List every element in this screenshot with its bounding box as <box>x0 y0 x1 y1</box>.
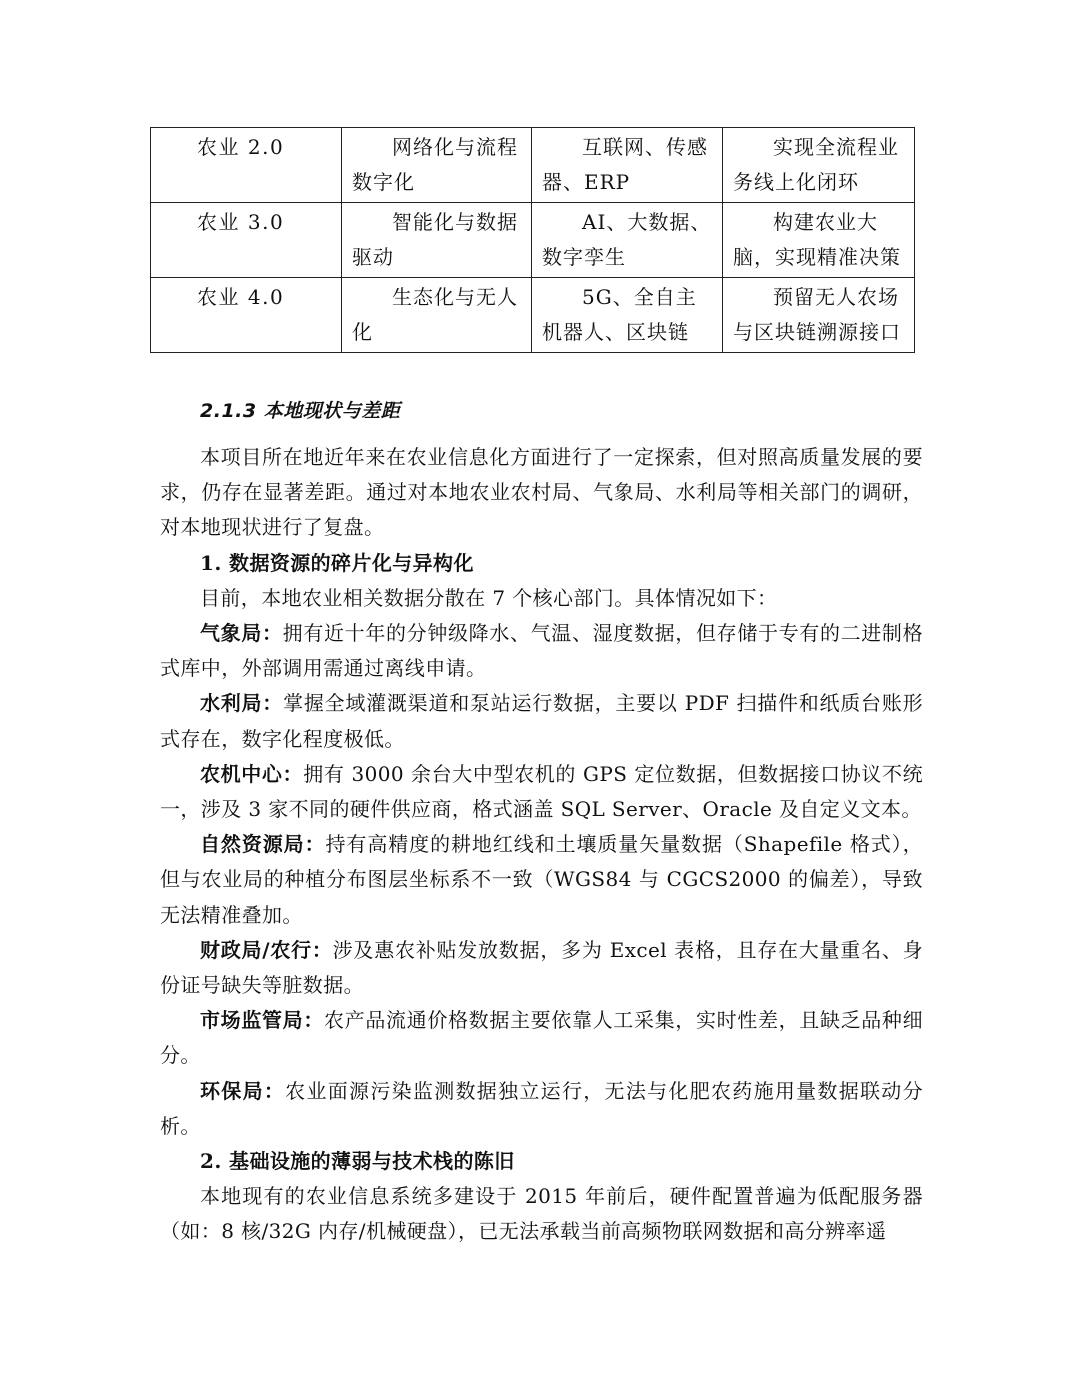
section-body <box>160 440 923 1250</box>
department-paragraph <box>160 757 923 827</box>
stage-cell: 农业 3.0 <box>151 203 342 278</box>
goal-cell: 实现全流程业务线上化闭环 <box>723 128 915 203</box>
department-text: 掌握全域灌溉渠道和泵站运行数据，主要以 PDF 扫描件和纸质台账形式存在，数字化程度极低。 <box>160 691 923 751</box>
feature-cell: 生态化与无人化 <box>342 278 532 353</box>
department-name: 水利局： <box>200 691 284 716</box>
department-name: 财政局/农行： <box>200 937 333 962</box>
table-row <box>151 278 915 353</box>
department-name: 环保局： <box>200 1078 286 1103</box>
tech-cell: 互联网、传感器、ERP <box>532 128 723 203</box>
department-name: 自然资源局： <box>200 832 326 857</box>
feature-cell: 智能化与数据驱动 <box>342 203 532 278</box>
department-name: 市场监管局： <box>200 1008 324 1033</box>
department-paragraph <box>160 827 923 933</box>
subheading-infrastructure: 2. 基础设施的薄弱与技术栈的陈旧 <box>200 1149 515 1174</box>
department-paragraph <box>160 616 923 686</box>
stage-cell: 农业 2.0 <box>151 128 342 203</box>
table-row <box>151 203 915 278</box>
goal-cell: 预留无人农场与区块链溯源接口 <box>723 278 915 353</box>
department-text: 农产品流通价格数据主要依靠人工采集，实时性差，且缺乏品种细分。 <box>160 1008 923 1068</box>
tech-cell: 5G、全自主机器人、区块链 <box>532 278 723 353</box>
feature-cell: 网络化与流程数字化 <box>342 128 532 203</box>
tech-cell: AI、大数据、数字孪生 <box>532 203 723 278</box>
department-text: 拥有近十年的分钟级降水、气温、湿度数据，但存储于专有的二进制格式库中，外部调用需通过离线申请。 <box>160 621 923 681</box>
department-text: 农业面源污染监测数据独立运行，无法与化肥农药施用量数据联动分析。 <box>160 1078 923 1138</box>
department-paragraph <box>160 933 923 1003</box>
section-heading: 2.1.3 本地现状与差距 <box>200 400 401 422</box>
subheading-data-fragmentation: 1. 数据资源的碎片化与异构化 <box>200 550 474 575</box>
department-text: 涉及惠农补贴发放数据，多为 Excel 表格，且存在大量重名、身份证号缺失等脏数据。 <box>160 937 924 998</box>
agriculture-stages-table <box>150 127 915 353</box>
department-name: 气象局： <box>200 621 283 646</box>
department-name: 农机中心： <box>200 761 304 786</box>
department-paragraph <box>160 1074 923 1144</box>
goal-cell: 构建农业大脑，实现精准决策 <box>723 203 915 278</box>
intro-paragraph: 本项目所在地近年来在农业信息化方面进行了一定探索，但对照高质量发展的要求，仍存在显著差距。通过对本地农业农村局、气象局、水利局等相关部门的调研，对本地现状进行了复盘。 <box>160 445 923 540</box>
table-row <box>151 128 915 203</box>
sub1-intro-paragraph: 目前，本地农业相关数据分散在 7 个核心部门。具体情况如下： <box>200 585 778 610</box>
department-paragraph <box>160 1003 923 1073</box>
department-text: 拥有 3000 余台大中型农机的 GPS 定位数据，但数据接口协议不统一，涉及 3 家不同的硬件供应商，格式涵盖 SQL Server、Oracle 及自定义文本。 <box>160 761 924 822</box>
sub2-paragraph: 本地现有的农业信息系统多建设于 2015 年前后，硬件配置普遍为低配服务器（如：8 核/32G 内存/机械硬盘），已无法承载当前高频物联网数据和高分辨率遥 <box>160 1184 923 1244</box>
department-text: 持有高精度的耕地红线和土壤质量矢量数据（Shapefile 格式），但与农业局的种植分布图层坐标系不一致（WGS84 与 CGCS2000 的偏差），导致无法精准叠加。 <box>160 832 923 927</box>
stage-cell: 农业 4.0 <box>151 278 342 353</box>
department-paragraph <box>160 686 923 756</box>
